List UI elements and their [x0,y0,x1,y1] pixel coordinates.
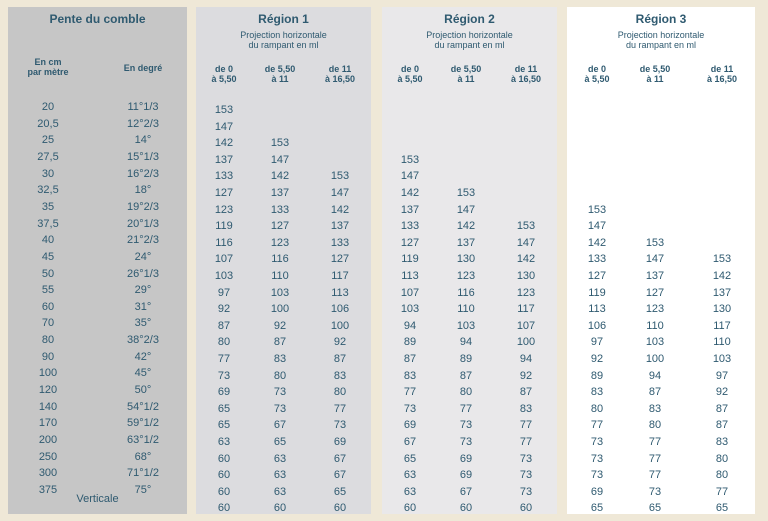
value-cell: 103 [712,353,732,365]
pente-cm-cell: 300 [38,467,58,480]
value-cell: 92 [217,303,231,316]
value-cell: 147 [330,187,350,199]
pente-cm-cell: 55 [41,284,55,297]
value-cell: 119 [401,253,419,266]
range-column-header-line: à 5,50 [211,74,237,84]
value-cell: 94 [519,353,533,365]
value-cell: 65 [273,436,287,448]
value-cell: 73 [590,436,604,448]
value-cell: 80 [273,369,287,382]
value-cell: 87 [648,386,662,399]
range-column-header-line: à 11 [457,74,475,84]
value-cell: 60 [217,502,231,515]
value-cell: 65 [217,402,231,415]
value-cell: 153 [214,104,234,116]
value-cell: 67 [333,452,347,465]
value-cell: 142 [587,236,607,249]
value-cell: 116 [457,286,475,299]
pente-cm-cell: 140 [38,400,58,413]
value-cell: 65 [715,502,729,515]
value-cell: 83 [333,369,347,382]
pente-degree-cell: 11°1/3 [127,101,159,113]
value-cell: 127 [400,236,420,249]
value-cell: 94 [403,319,417,332]
value-cell: 73 [273,402,287,415]
pente-cm-cell: 170 [38,417,58,430]
value-cell: 147 [587,220,607,233]
value-cell: 110 [457,303,475,316]
value-cell: 103 [400,303,420,316]
value-cell: 77 [459,402,473,415]
region-subtitle-line: du rampant en ml [434,40,505,50]
pente-title: Pente du comble [49,12,146,26]
value-cell: 123 [456,270,476,282]
value-cell: 77 [648,469,662,482]
pente-degree-cell: 19°2/3 [127,200,159,213]
value-cell: 69 [459,452,473,465]
value-cell: 119 [215,220,233,233]
value-cell: 92 [333,336,347,349]
value-cell: 94 [648,369,662,382]
value-cell: 73 [217,369,231,382]
pente-degree-cell: 31° [134,300,152,313]
value-cell: 110 [646,319,664,332]
region-subtitle [567,30,755,50]
range-column-header-line: de 11 [514,64,538,74]
value-cell: 123 [214,203,234,216]
value-cell: 153 [712,253,732,266]
value-cell: 110 [271,270,289,282]
region-subtitle-line: Projection horizontale [240,30,327,40]
range-column-header [577,64,617,84]
value-cell: 133 [270,203,290,216]
value-cell: 77 [715,485,729,498]
value-cell: 137 [400,203,420,216]
value-cell: 100 [516,336,536,349]
region-subtitle-line: du rampant en ml [248,40,319,50]
value-cell: 83 [519,402,533,415]
value-cell: 153 [645,236,665,249]
value-cell: 107 [214,253,234,266]
value-cell: 117 [713,319,731,332]
value-cell: 133 [214,170,234,183]
value-cell: 77 [333,402,347,415]
value-cell: 133 [400,220,420,233]
col-header-cm-line1: En cm [34,57,62,67]
value-cell: 73 [590,452,604,465]
value-cell: 127 [330,253,350,266]
pente-degree-cell: 45° [134,367,152,380]
value-cell: 89 [459,353,473,365]
value-cell: 69 [217,386,231,399]
value-cell: 67 [459,485,473,498]
value-cell: 87 [459,369,473,382]
pente-degree-cell: 12°2/3 [127,117,159,130]
value-cell: 83 [273,353,287,365]
value-cell: 63 [403,469,417,482]
pente-degree-cell: 35° [134,317,152,330]
range-column-header-line: de 11 [710,64,734,74]
value-cell: 147 [516,236,536,249]
pente-cm-cell: 90 [41,350,55,363]
value-cell: 113 [401,270,419,282]
value-cell: 73 [273,386,287,399]
value-cell: 83 [590,386,604,399]
col-header-cm [18,57,78,77]
region-title: Région 2 [444,12,495,26]
pente-degree-cell: 71°1/2 [127,467,159,480]
value-cell: 92 [715,386,729,399]
value-cell: 97 [217,286,231,299]
value-cell: 117 [331,270,349,282]
value-cell: 137 [330,220,350,233]
range-column-header-line: à 5,50 [584,74,610,84]
value-cell: 103 [645,336,665,349]
value-cell: 127 [587,270,607,282]
range-column-header-line: de 0 [587,64,606,74]
pente-degree-cell: 63°1/2 [127,434,159,446]
region-3-panel [567,7,755,514]
value-cell: 63 [403,485,417,498]
pente-cm-cell: 60 [41,300,55,313]
region-subtitle-line: Projection horizontale [426,30,513,40]
range-column-header-line: à 11 [646,74,664,84]
value-cell: 89 [403,336,417,349]
region-subtitle [196,30,371,50]
value-cell: 110 [713,336,731,349]
value-cell: 107 [516,319,536,332]
value-cell: 73 [648,485,662,498]
value-cell: 73 [519,452,533,465]
value-cell: 153 [456,187,476,199]
value-cell: 133 [587,253,607,266]
value-cell: 127 [214,187,234,199]
pente-cm-cell: 100 [38,367,58,380]
range-column-header-line: à 16,50 [324,74,356,84]
value-cell: 80 [648,419,662,432]
value-cell: 142 [330,203,350,216]
region-1-panel [196,7,371,514]
pente-cm-cell: 200 [38,434,58,446]
value-cell: 100 [330,319,350,332]
value-cell: 69 [333,436,347,448]
pente-cm-cell: 30 [41,167,55,180]
pente-degree-cell: 75° [134,483,152,496]
value-cell: 89 [590,369,604,382]
value-cell: 123 [516,286,536,299]
value-cell: 73 [459,436,473,448]
pente-degree-cell: 38°2/3 [127,334,159,347]
value-cell: 63 [217,436,231,448]
value-cell: 83 [403,369,417,382]
range-column-header-line: à 5,50 [397,74,423,84]
range-column-header [446,64,486,84]
value-cell: 147 [400,170,420,183]
value-cell: 117 [517,303,535,316]
value-cell: 133 [330,236,350,249]
value-cell: 87 [715,402,729,415]
pente-degree-cell: 59°1/2 [127,417,159,430]
value-cell: 60 [273,502,287,515]
region-subtitle [382,30,557,50]
pente-degree-cell: 42° [134,350,152,363]
value-cell: 77 [648,436,662,448]
value-cell: 77 [519,419,533,432]
value-cell: 130 [712,303,732,316]
pente-cm-cell: 40 [41,234,55,247]
range-column-header-line: de 5,50 [264,64,296,74]
value-cell: 142 [400,187,420,199]
value-cell: 80 [590,402,604,415]
value-cell: 65 [333,485,347,498]
value-cell: 137 [456,236,476,249]
value-cell: 73 [590,469,604,482]
value-cell: 97 [590,336,604,349]
value-cell: 77 [519,436,533,448]
pente-cm-cell: 250 [38,450,58,463]
value-cell: 113 [588,303,606,316]
value-cell: 153 [400,153,420,166]
value-cell: 147 [645,253,665,266]
value-cell: 80 [715,452,729,465]
pente-column [8,7,187,514]
range-column-header [320,64,360,84]
value-cell: 63 [273,485,287,498]
pente-degree-cell: 21°2/3 [127,234,159,247]
value-cell: 103 [214,270,234,282]
value-cell: 80 [217,336,231,349]
value-cell: 116 [215,236,233,249]
range-column-header-line: de 0 [214,64,233,74]
range-column-header [390,64,430,84]
value-cell: 87 [403,353,417,365]
value-cell: 60 [459,502,473,515]
value-cell: 142 [712,270,732,282]
range-column-header-line: de 11 [328,64,352,74]
pente-cm-cell: 35 [41,200,55,213]
value-cell: 127 [645,286,665,299]
pente-degree-cell: 15°1/3 [127,150,159,163]
value-cell: 137 [214,153,234,166]
range-column-header-line: à 16,50 [510,74,542,84]
value-cell: 69 [590,485,604,498]
region-subtitle-line: du rampant en ml [625,40,697,50]
value-cell: 119 [588,286,606,299]
value-cell: 60 [217,485,231,498]
value-cell: 80 [459,386,473,399]
value-cell: 65 [217,419,231,432]
value-cell: 130 [456,253,476,266]
value-cell: 94 [459,336,473,349]
value-cell: 103 [270,286,290,299]
value-cell: 80 [715,469,729,482]
value-cell: 65 [590,502,604,515]
value-cell: 116 [271,253,289,266]
pente-cm-cell: 27,5 [37,150,59,163]
value-cell: 92 [519,369,533,382]
pente-cm-cell: 375 [38,483,58,496]
value-cell: 60 [217,469,231,482]
value-cell: 87 [519,386,533,399]
col-header-deg: En degré [123,63,163,73]
value-cell: 147 [456,203,476,216]
value-cell: 142 [270,170,290,183]
verticale-label: Verticale [76,493,119,505]
value-cell: 153 [330,170,350,183]
region-subtitle-line: Projection horizontale [617,30,705,40]
value-cell: 60 [217,452,231,465]
pente-cm-cell: 45 [41,250,55,263]
pente-degree-cell: 54°1/2 [127,400,159,413]
value-cell: 77 [403,386,417,399]
value-cell: 137 [645,270,665,282]
value-cell: 113 [331,286,349,299]
pente-cm-cell: 37,5 [37,217,59,230]
value-cell: 92 [590,353,604,365]
value-cell: 63 [273,452,287,465]
pente-degree-cell: 18° [134,184,152,197]
pente-degree-cell: 16°2/3 [127,167,159,180]
pente-degree-cell: 14° [134,134,152,147]
value-cell: 77 [217,353,231,365]
pente-cm-cell: 70 [41,317,55,330]
value-cell: 142 [214,137,234,150]
range-column-header [260,64,300,84]
value-cell: 107 [400,286,420,299]
value-cell: 127 [270,220,290,233]
value-cell: 142 [516,253,536,266]
value-cell: 87 [273,336,287,349]
value-cell: 73 [333,419,347,432]
value-cell: 67 [403,436,417,448]
value-cell: 69 [459,469,473,482]
value-cell: 153 [270,137,290,150]
value-cell: 87 [715,419,729,432]
range-column-header-line: de 5,50 [639,64,671,74]
value-cell: 69 [403,419,417,432]
range-column-header [506,64,546,84]
range-column-header [699,64,745,84]
value-cell: 142 [456,220,476,233]
region-2-panel [382,7,557,514]
value-cell: 83 [715,436,729,448]
value-cell: 147 [214,120,234,133]
value-cell: 65 [648,502,662,515]
range-column-header-line: de 0 [400,64,419,74]
value-cell: 73 [403,402,417,415]
value-cell: 87 [217,319,231,332]
value-cell: 60 [403,502,417,515]
col-header-cm-line2: par mètre [27,67,69,77]
value-cell: 147 [270,153,290,166]
pente-degree-cell: 68° [134,450,152,463]
range-column-header [204,64,244,84]
pente-cm-cell: 32,5 [37,184,59,197]
value-cell: 106 [587,319,607,332]
value-cell: 87 [333,353,347,365]
pente-cm-cell: 20,5 [37,117,59,130]
value-cell: 153 [587,203,607,216]
region-title: Région 1 [258,12,309,26]
region-title: Région 3 [635,12,687,26]
value-cell: 65 [403,452,417,465]
pente-degree-cell: 24° [134,250,152,263]
value-cell: 67 [333,469,347,482]
pente-degree-cell: 29° [134,284,152,297]
pente-cm-cell: 120 [38,384,58,397]
value-cell: 100 [645,353,665,365]
value-cell: 130 [516,270,536,282]
value-cell: 97 [715,369,729,382]
value-cell: 123 [645,303,665,316]
value-cell: 92 [273,319,287,332]
value-cell: 100 [270,303,290,316]
value-cell: 137 [270,187,290,199]
pente-cm-cell: 80 [41,334,55,347]
value-cell: 60 [519,502,533,515]
pente-degree-cell: 26°1/3 [127,267,159,280]
value-cell: 77 [648,452,662,465]
value-cell: 123 [270,236,290,249]
value-cell: 73 [519,469,533,482]
value-cell: 106 [330,303,350,316]
value-cell: 77 [590,419,604,432]
range-column-header-line: à 16,50 [706,74,738,84]
value-cell: 67 [273,419,287,432]
pente-degree-cell: 50° [134,384,152,397]
value-cell: 73 [459,419,473,432]
pente-degree-cell: 20°1/3 [127,217,159,230]
range-column-header [635,64,675,84]
value-cell: 60 [333,502,347,515]
value-cell: 63 [273,469,287,482]
range-column-header-line: à 11 [271,74,289,84]
value-cell: 137 [712,286,732,299]
pente-cm-cell: 20 [41,101,55,113]
value-cell: 83 [648,402,662,415]
value-cell: 153 [516,220,536,233]
pente-cm-cell: 50 [41,267,55,280]
range-column-header-line: de 5,50 [450,64,482,74]
value-cell: 73 [519,485,533,498]
pente-cm-cell: 25 [41,134,55,147]
value-cell: 80 [333,386,347,399]
value-cell: 103 [456,319,476,332]
